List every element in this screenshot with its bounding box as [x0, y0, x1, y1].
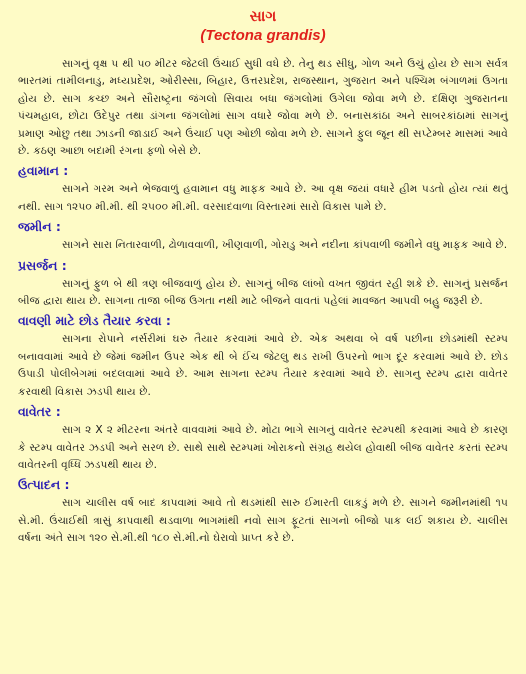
section-soil: [18, 218, 508, 254]
section-paragraph: સાગ ૨ X ૨ મીટરના અંતરે વાવવામાં આવે છે. મોટા ભાગે સાગનું વાવેતર સ્ટમ્પથી કરવામાં આવે છે કારણ કે સ્ટમ્પ વાવેતર ઝડપી અને સરળ છે. સાથે સાથે સ્ટમ્પમાં ખોરાકનો સંગ્રહ થયેલ હોવાથી બીજ વાવેતર કરતાં સ્ટમ્પ વાવેતરની વૃધ્ધિ ઝડપથી થાય છે.: [18, 424, 508, 471]
page-subtitle: (Tectona grandis): [200, 27, 326, 44]
section-planting: [18, 403, 508, 474]
section-heading: વાવેતર :: [18, 404, 61, 420]
section-heading: હવામાન :: [18, 163, 69, 179]
section-seedling-preparation: [18, 312, 508, 401]
section-heading: પ્રસર્જન :: [18, 257, 67, 273]
intro-paragraph: સાગનું વૃક્ષ ૫ થી ૫૦ મીટર જેટલી ઉંચાઈ સુધી વધે છે. તેનુ થડ સીધુ, ગોળ અને ઉચું હોય છે સાગ સર્વત્ર ભારતમાં તામીલનાડુ, મધ્યપ્રદેશ, ઓરીસ્સા, બિહાર, ઉત્તરપ્રદેશ, રાજસ્થાન, ગુજરાત અને પશ્ચિમ બંગાળમાં ઉગતા હોય છે. સાગ કચ્છ અને સૌરાષ્ટ્રના જંગલો સિવાય બધા જંગલોમાં ઉગેલા જોવા મળે છે. દક્ષિણ ગુજરાતના પંચમહાલ, છોટા ઉદેપુર તથા ડાંગના જંગલોમાં સાગ વધારે જોવા મળે છે. બનાસકાંઠા અને સાબરકાંઠામાં સાગનું પ્રમાણ ઓછુ તથા ઝાડની જાડાઈ અને ઉંચાઈ પણ ઓછી જોવા મળે છે. સાગને ફુલ જૂન થી સપ્ટેમ્બર માસમાં આવે છે. કઠણ આછા બદામી રંગના ફળો બેસે છે.: [18, 58, 508, 158]
section-paragraph: સાગને ગરમ અને ભેજવાળું હવામાન વધુ માફક આવે છે. આ વૃક્ષ જયાં વધારે હીમ પડતો હોય ત્યાં થતું નથી. સાગ ૧૨૫૦ મી.મી. થી ૨૫૦૦ મી.મી. વરસાદવાળા વિસ્તારમાં સારો વિકાસ પામે છે.: [18, 183, 508, 213]
section-paragraph: સાગ ચાલીસ વર્ષ બાદ કાપવામાં આવે તો થડમાંથી સારુ ઈમારતી લાકડું મળે છે. સાગને જમીનમાંથી ૧૫ સે.મી. ઉંચાઈથી ત્રાસું કાપવાથી થડવાળા ભાગમાંથી નવો સાગ ફૂટતાં સાગનો બીજો પાક લઈ શકાય છે. ચાલીસ વર્ષના અંતે સાગ ૧૨૦ સે.મી.થી ૧૮૦ સે.મી.નો ઘેરાવો પ્રાપ્ત કરે છે.: [18, 497, 508, 545]
section-paragraph: સાગના રોપાને નર્સરીમાં ઘરુ તૈયાર કરવામાં આવે છે. એક અથવા બે વર્ષ પછીના છોડમાંથી સ્ટમ્પ બનાવવામાં આવે છે જેમાં જમીન ઉપર એક થી બે ઈંચ જેટલુ થડ રાખી ઉપરનો ભાગ દૂર કરવામાં આવે છે. છોડ ઉપાડી પોલીબેગમાં બદલવામાં આવે છે. આમ સાગના સ્ટમ્પ તૈયાર કરવામાં આવે છે. સાગનુ સ્ટમ્પ દ્વારા વાવેતર કરવાથી વિકાસ ઝડપી થાય છે.: [18, 333, 508, 398]
section-climate: [18, 162, 508, 216]
section-paragraph: સાગને સારા નિતારવાળી, ઢોળાવવાળી, ખીણવાળી, ગોરાડુ અને નદીના કાંપવાળી જમીને વધુ માફક આવે છે.: [62, 239, 508, 252]
section-heading: જમીન :: [18, 219, 61, 235]
section-heading: ઉત્પાદન :: [18, 477, 70, 493]
section-paragraph: સાગનું ફુળ બે થી ત્રણ બીજવાળું હોય છે. સાગનું બીજ લાંબો વખત જીવંત રહી શકે છે. સાગનું પ્રસર્જન બીજ દ્વારા થાય છે. સાગના તાજા બીજ ઉગતા નથી માટે બીજને વાવતાં પહેલાં માવજત આપવી બહુ જરૂરી છે.: [18, 277, 508, 308]
section-heading: વાવણી માટે છોડ તૈયાર કરવા :: [18, 313, 171, 329]
section-propagation: [18, 257, 508, 311]
page-title: સાગ: [249, 7, 277, 25]
section-production: [18, 476, 508, 547]
